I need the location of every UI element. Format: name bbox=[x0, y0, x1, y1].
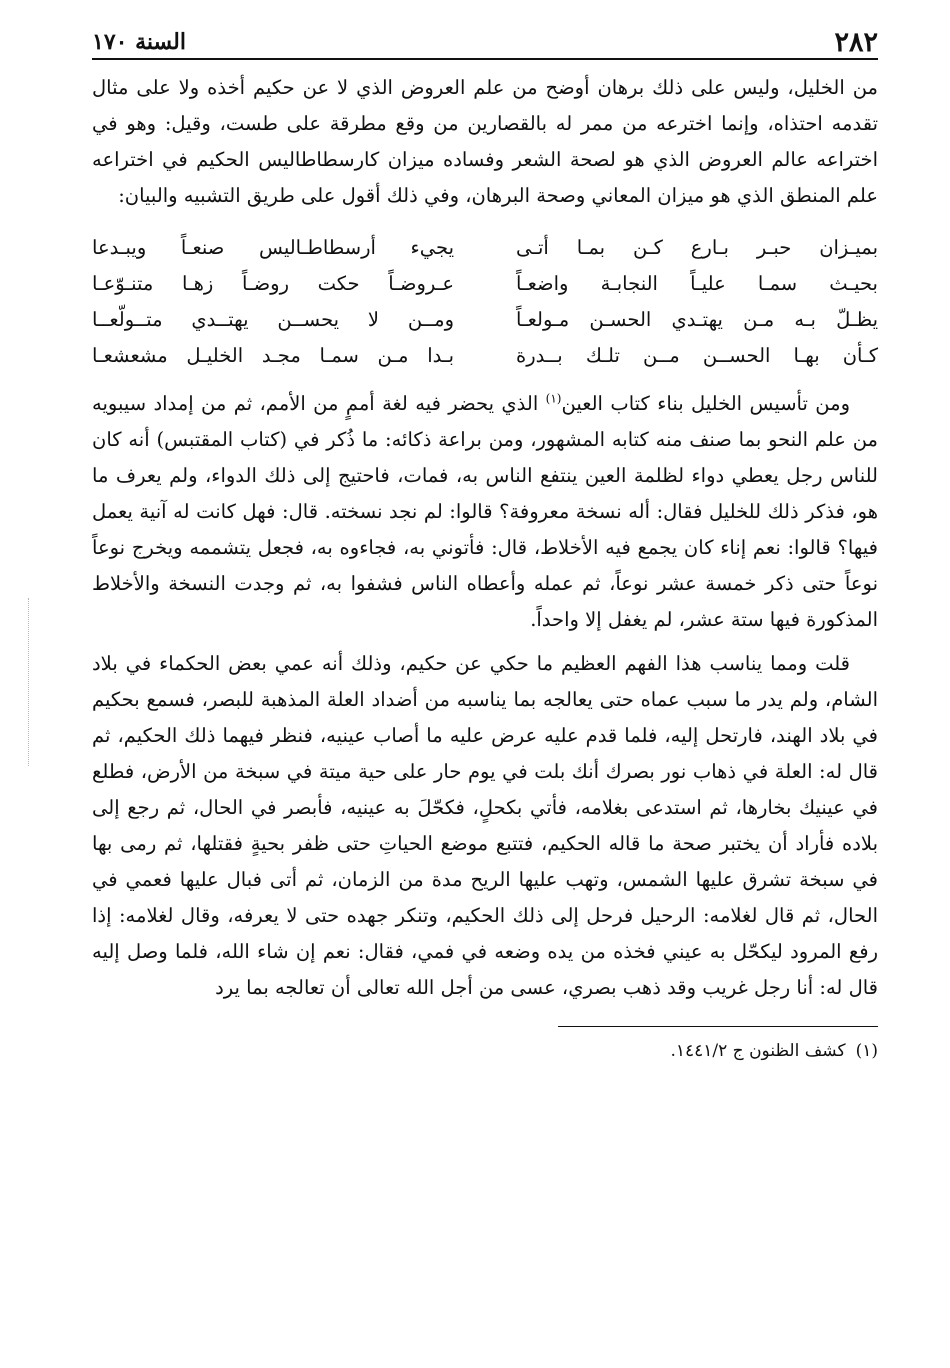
poem-hemistich-first: بميـزان حبـر بـارع كـن بمـا أتـى bbox=[516, 236, 878, 259]
footnote bbox=[92, 1037, 878, 1065]
paragraph-khalil-start: ومن تأسيس الخليل بناء كتاب العين bbox=[561, 392, 851, 415]
footnote-separator bbox=[558, 1026, 878, 1027]
poem-hemistich-second: يجيء أرسطاطـاليس صنعـاً ويبـدعا bbox=[92, 236, 454, 259]
book-page bbox=[92, 22, 878, 1065]
poem-verse bbox=[92, 338, 878, 374]
page-header bbox=[92, 22, 878, 60]
poem-hemistich-second: ومــن لا يحســن يهتــدي متــولّعــا bbox=[92, 308, 454, 331]
paragraph-opening: من الخليل، وليس على ذلك برهان أوضح من علم العروض الذي لا عن حكيم أخذه ولا على مثال تقدمه احتذاه، وإنما اخترعه من ممر له بالقصارين من وقع مطرقة على طست، وقيل: وهو في اختراعه عالم العروض الذي هو لصحة الشعر وفساده ميزان كارسطاطاليس الحكيم في اختراعه علم المنطق الذي هو ميزان المعاني وصحة البرهان، وفي ذلك أقول على طريق التشبيه والبيان: bbox=[92, 76, 878, 207]
poem-verse bbox=[92, 266, 878, 302]
poem-hemistich-first: يظـلّ بـه مـن يهتـدي الحسـن مـولعـاً bbox=[516, 308, 878, 331]
page-number: ٢٨٢ bbox=[834, 27, 878, 58]
running-head: السنة ١٧٠ bbox=[92, 29, 186, 55]
footnote-reference[interactable]: (١) bbox=[545, 391, 562, 406]
paragraph-khalil bbox=[92, 386, 878, 638]
footnote-text: كشف الظنون ج ١٤٤١/٢. bbox=[670, 1041, 846, 1061]
paragraph-hakim: قلت ومما يناسب هذا الفهم العظيم ما حكي عن حكيم، وذلك أنه عمي بعض الحكماء في بلاد الشام، ولم يدر ما سبب عماه حتى يعالجه بما يناسبه من أضداد العلة المذهبة للبصر، فسمع بحكيم في بلاد الهند، فارتحل إليه، فلما قدم عليه عرض عليه ما أصاب عينيه، فنظر فيهما ذلك الحكيم، ثم قال له: العلة في ذهاب نور بصرك أنك بلت في يوم حار على حية ميتة في سبخة من الأرض، فطلع في عينيك بخارها، ثم استدعى بغلامه، فأتي بكحلٍ، فكحّلَ به عينيه، فأبصر في الحال، ثم رجع إلى بلاده فأراد أن يختبر صحة ما قاله الحكيم، فتتبع موضع الحياتِ حتى ظفر بحيةٍ فقتلها، ثم رمى بها في سبخة تشرق عليها الشمس، وتهب عليها الريح مدة من الزمان، ثم أتى فبال عليها فعمي في الحال، ثم قال لغلامه: الرحيل فرحل إلى ذلك الحكيم، وتنكر جهده حتى لا يعرفه، وقال لغلامه: إذا رفع المرود ليكحّل به عيني فخذه من يده وضعه في فمي، فقال: نعم إن شاء الله، فلما وصل إليه قال له: أنا رجل غريب وقد ذهب بصري، عسى من أجل الله تعالى أن تعالجه بما يرد bbox=[92, 652, 878, 999]
poem bbox=[92, 230, 878, 374]
poem-verse bbox=[92, 230, 878, 266]
footnote-marker: (١) bbox=[855, 1041, 878, 1061]
scan-margin-mark bbox=[28, 598, 31, 766]
poem-hemistich-first: بحيـث سمـا عليـاً النجابـة واضعـاً bbox=[516, 272, 878, 295]
poem-hemistich-second: بـدا مـن سمـا مجـد الخليـل مشعشعـا bbox=[92, 344, 454, 367]
main-text-continued bbox=[92, 386, 878, 1006]
paragraph-khalil-rest: الذي يحضر فيه لغة أممٍ من الأمم، ثم من إمداد سيبويه من علم النحو بما صنف منه كتابه المشهور، ومن براعة ذكائه: ما ذُكر في (كتاب المقتبس) أنه كان للناس رجل يعطي دواء لظلمة العين ينتفع الناس به، فمات، فاحتيج إلى ذلك الدواء، ولم يعرف ما هو، فذكر ذلك للخليل فقال: أله نسخة معروفة؟ قالوا: لم نجد نسخته. قال: فهل كانت له آنية يعمل فيها؟ قالوا: نعم إناء كان يجمع فيه الأخلاط، قال: فأتوني به، فجاءوه به، فجعل يتشممه ويخرج نوعاً نوعاً حتى ذكر خمسة عشر نوعاً، ثم عمله وأعطاه الناس فشفوا به، ثم وجدت النسخة والأخلاط المذكورة فيها ستة عشر، لم يغفل إلا واحداً. bbox=[92, 392, 878, 631]
poem-verse bbox=[92, 302, 878, 338]
poem-hemistich-first: كـأن بهـا الحســن مــن تلـك بــدرة bbox=[516, 344, 878, 367]
main-text bbox=[92, 70, 878, 214]
poem-hemistich-second: عـروضـاً حكت روضـاً زهـا متنـوّعـا bbox=[92, 272, 454, 295]
